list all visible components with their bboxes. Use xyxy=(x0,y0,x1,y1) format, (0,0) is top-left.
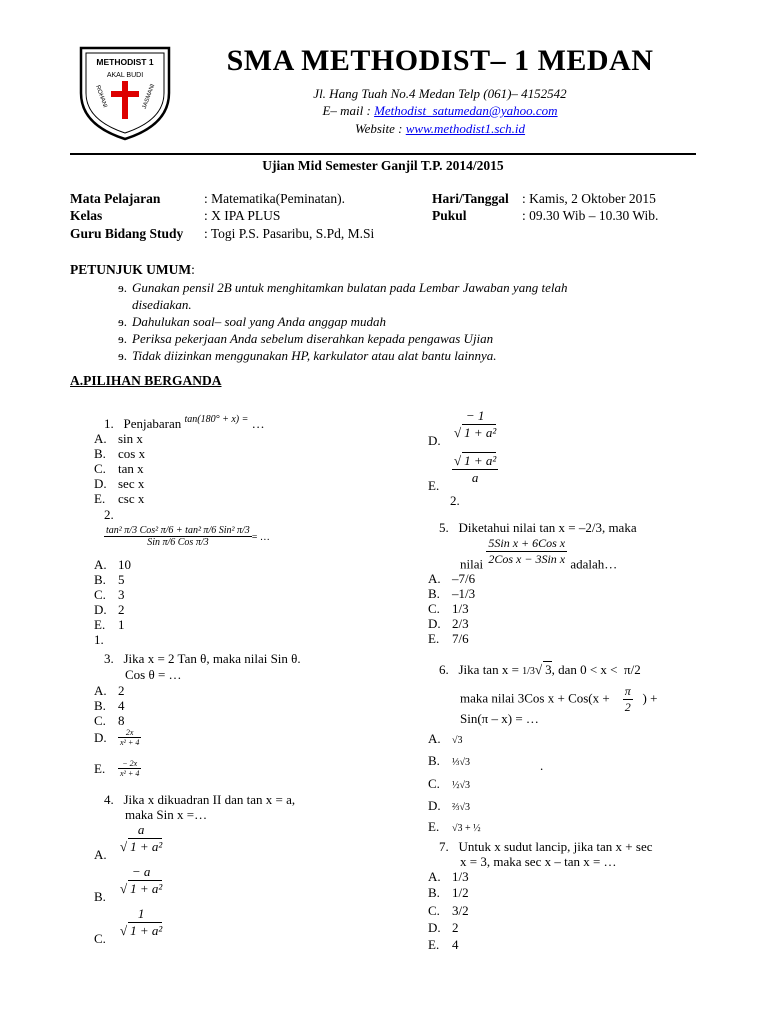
instruction-item: ɘ. Periksa pekerjaan Anda sebelum diserahkan kepada pengawas Ujian xyxy=(118,331,494,346)
q1-option-c[interactable]: C. tan x xyxy=(94,461,144,476)
school-email: E– mail : Methodist_satumedan@yahoo.com xyxy=(322,103,558,118)
q4-option-b[interactable]: B. − a √ 1 + a² xyxy=(94,864,163,905)
teacher-value: : Togi P.S. Pasaribu, S.Pd, M.Si xyxy=(204,226,375,241)
q4-option-c[interactable]: C. 1 √ 1 + a² xyxy=(94,906,163,947)
school-address: Jl. Hang Tuah No.4 Medan Telp (061)– 4152542 xyxy=(313,86,567,101)
q6-option-a[interactable]: A. √3 xyxy=(428,731,463,746)
question-4: 4. Jika x dikuadran II dan tan x = a, xyxy=(104,792,296,807)
stray-number: 1. xyxy=(94,632,104,647)
q2-option-d[interactable]: D. 2 xyxy=(94,602,125,617)
q5-option-e[interactable]: E. 7/6 xyxy=(428,631,469,646)
q5-option-c[interactable]: C. 1/3 xyxy=(428,601,469,616)
q7-option-b[interactable]: B. 1/2 xyxy=(428,885,469,900)
q7-option-d[interactable]: D. 2 xyxy=(428,920,459,935)
question-7: 7. Untuk x sudut lancip, jika tan x + sec xyxy=(439,839,653,854)
instructions-title: PETUNJUK UMUM: xyxy=(70,262,195,277)
email-link[interactable]: Methodist_satumedan@yahoo.com xyxy=(374,103,558,118)
exam-title: Ujian Mid Semester Ganjil T.P. 2014/2015 xyxy=(262,158,504,173)
q3-option-d[interactable]: D. $\frac{2x}{\text{x² + 4}}$ xyxy=(94,728,140,747)
q4-option-d[interactable]: D. − 1 √ 1 + a² xyxy=(428,408,497,449)
question-5: 5. Diketahui nilai tan x = –2/3, maka xyxy=(439,520,637,535)
question-2: $\frac{\text{tan² π/3 Cos² π/6 + tan² π/6 Sin² π/3}}{\text{Sin π/6 Cos π/3}}$ = … xyxy=(106,525,270,548)
section-title: A.PILIHAN BERGANDA xyxy=(70,373,222,388)
q4-option-e[interactable]: E. $\frac{\text{√ 1 + a²}}{a}$ xyxy=(428,453,497,493)
q2-option-c[interactable]: C. 3 xyxy=(94,587,125,602)
q6-option-b[interactable]: B. ⅓√3 xyxy=(428,753,470,768)
q5-option-a[interactable]: A. –7/6 xyxy=(428,571,476,586)
stray-dot: . xyxy=(540,758,544,773)
subject-label: Mata Pelajaran xyxy=(70,191,161,206)
q3-option-e[interactable]: E. $\frac{- 2x}{\text{x² + 4}}$ xyxy=(94,759,140,778)
q2-option-a[interactable]: A. 10 xyxy=(94,557,131,572)
q3-option-b[interactable]: B. 4 xyxy=(94,698,125,713)
website-link[interactable]: www.methodist1.sch.id xyxy=(405,121,526,136)
q5-option-b[interactable]: B. –1/3 xyxy=(428,586,476,601)
question-6: 6. Jika tan x = 1/3√ 3, dan 0 < x < π/2 xyxy=(439,662,641,677)
q2-option-b[interactable]: B. 5 xyxy=(94,572,125,587)
q1-option-a[interactable]: A. sin x xyxy=(94,431,143,446)
instruction-item: ɘ. Gunakan pensil 2B untuk menghitamkan bulatan pada Lembar Jawaban yang telah xyxy=(118,280,568,295)
logo-name: METHODIST 1 xyxy=(96,57,154,67)
q7-option-e[interactable]: E. 4 xyxy=(428,937,459,952)
teacher-label: Guru Bidang Study xyxy=(70,226,184,241)
class-label: Kelas xyxy=(70,208,103,223)
question-6-line2: maka nilai 3Cos x + Cos(x + $\frac{\pi}{2}$ ) + xyxy=(460,684,658,714)
q1-option-e[interactable]: E. csc x xyxy=(94,491,145,506)
question-4-line2: maka Sin x =… xyxy=(125,807,208,822)
instruction-item-cont: disediakan. xyxy=(132,297,192,312)
class-value: : X IPA PLUS xyxy=(204,208,281,223)
q3-option-a[interactable]: A. 2 xyxy=(94,683,125,698)
q1-option-d[interactable]: D. sec x xyxy=(94,476,145,491)
question-1: 1. Penjabaran $^{tan(180^\circ + x) =}$ … xyxy=(104,414,265,431)
header-divider xyxy=(70,153,696,155)
day-value: : Kamis, 2 Oktober 2015 xyxy=(522,191,656,206)
q2-option-e[interactable]: E. 1 xyxy=(94,617,125,632)
instruction-item: ɘ. Dahulukan soal– soal yang Anda anggap mudah xyxy=(118,314,386,329)
subject-value: : Matematika(Peminatan). xyxy=(204,191,345,206)
time-label: Pukul xyxy=(432,208,467,223)
question-7-line2: x = 3, maka sec x – tan x = … xyxy=(460,854,617,869)
logo-right: JASMANI xyxy=(141,83,157,110)
time-value: : 09.30 Wib – 10.30 Wib. xyxy=(522,208,659,223)
q3-option-c[interactable]: C. 8 xyxy=(94,713,125,728)
instruction-item: ɘ. Tidak diizinkan menggunakan HP, karkulator atau alat bantu lainnya. xyxy=(118,348,497,363)
q5-option-d[interactable]: D. 2/3 xyxy=(428,616,469,631)
stray-number-2: 2. xyxy=(450,493,460,508)
q7-option-a[interactable]: A. 1/3 xyxy=(428,869,469,884)
question-6-line3: Sin(π – x) = … xyxy=(460,711,539,726)
cross-icon xyxy=(122,81,128,119)
question-5-expr: nilai $\frac{\text{5Sin x + 6Cos x}}{\text{2Cos x − 3Sin x}}$ adalah… xyxy=(460,536,618,572)
logo-motto: AKAL BUDI xyxy=(106,72,144,79)
q4-option-a[interactable]: A. a √ 1 + a² xyxy=(94,822,163,863)
question-3-line2: Cos θ = … xyxy=(125,667,182,682)
q6-option-d[interactable]: D. ⅔√3 xyxy=(428,798,470,813)
q6-option-c[interactable]: C. ½√3 xyxy=(428,776,470,791)
logo-left: ROHANI xyxy=(94,84,108,109)
school-logo xyxy=(78,45,172,141)
question-2-number: 2. xyxy=(104,507,114,522)
school-website: Website : www.methodist1.sch.id xyxy=(354,121,526,136)
day-label: Hari/Tanggal xyxy=(432,191,509,206)
q6-option-e[interactable]: E. √3 + ½ xyxy=(428,819,481,834)
school-name: SMA METHODIST– 1 MEDAN xyxy=(226,44,654,77)
q7-option-c[interactable]: C. 3/2 xyxy=(428,903,469,918)
question-3: 3. Jika x = 2 Tan θ, maka nilai Sin θ. xyxy=(104,651,301,666)
q1-option-b[interactable]: B. cos x xyxy=(94,446,146,461)
